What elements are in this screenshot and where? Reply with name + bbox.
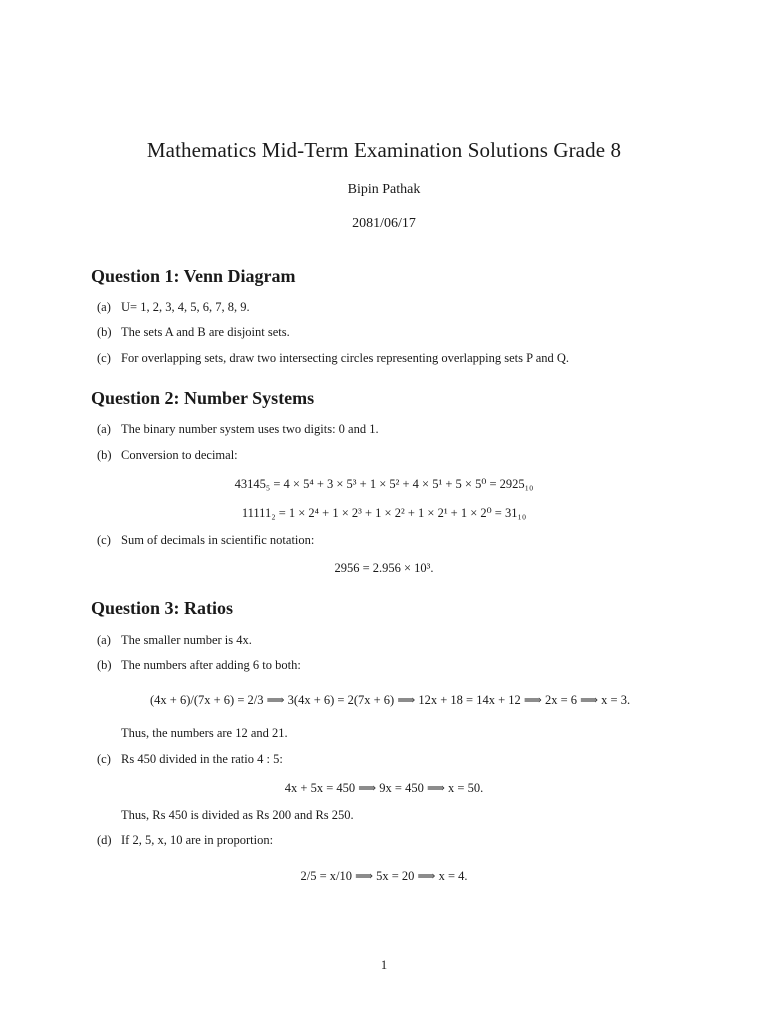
q1-b-label: (b) (97, 325, 112, 339)
q2-equation-base5: 43145₅ = 4 × 5⁴ + 3 × 5³ + 1 × 5² + 4 × 5¹ + 5 × 5⁰ = 2925₁₀ (234, 477, 534, 491)
q2-heading: Question 2: Number Systems (91, 388, 315, 408)
q1-item-c (97, 351, 569, 366)
q2-c-label: (c) (97, 533, 111, 547)
q1-a-label: (a) (97, 300, 111, 314)
q3-b-label: (b) (97, 658, 112, 672)
q3-c-label: (c) (97, 752, 111, 766)
q3-a-text: The smaller number is 4x. (121, 633, 252, 647)
q1-c-label: (c) (97, 351, 111, 365)
page-number: 1 (380, 958, 388, 972)
q3-item-d (97, 833, 273, 848)
q1-a-text: U= 1, 2, 3, 4, 5, 6, 7, 8, 9. (121, 300, 250, 314)
q3-heading: Question 3: Ratios (91, 598, 234, 618)
q2-b-text: Conversion to decimal: (121, 448, 238, 462)
q1-b-text: The sets A and B are disjoint sets. (121, 325, 290, 339)
q1-heading: Question 1: Venn Diagram (91, 266, 296, 286)
q3-c-result: Thus, Rs 450 is divided as Rs 200 and Rs 250. (121, 808, 354, 822)
q3-equation-b: (4x + 6)/(7x + 6) = 2/3 ⟹ 3(4x + 6) = 2(7x + 6) ⟹ 12x + 18 = 14x + 12 ⟹ 2x = 6 ⟹ x = 3. (150, 693, 631, 707)
q3-item-a (97, 633, 252, 648)
q3-equation-c: 4x + 5x = 450 ⟹ 9x = 450 ⟹ x = 50. (284, 781, 484, 795)
document-author: Bipin Pathak (347, 182, 421, 197)
document-title: Mathematics Mid-Term Examination Solutions Grade 8 (146, 138, 622, 162)
q2-item-c (97, 533, 314, 548)
q3-item-b (97, 658, 301, 673)
q2-item-a (97, 422, 379, 437)
q2-a-text: The binary number system uses two digits: 0 and 1. (121, 422, 379, 436)
q1-item-b (97, 325, 290, 340)
q2-equation-scientific: 2956 = 2.956 × 10³. (334, 561, 434, 575)
q3-d-label: (d) (97, 833, 112, 847)
q2-a-label: (a) (97, 422, 111, 436)
q2-c-text: Sum of decimals in scientific notation: (121, 533, 315, 547)
q2-item-b (97, 448, 238, 463)
document-date: 2081/06/17 (352, 216, 416, 231)
q3-c-text: Rs 450 divided in the ratio 4 : 5: (121, 752, 283, 766)
q3-a-label: (a) (97, 633, 111, 647)
q3-item-c (97, 752, 283, 767)
q3-d-text: If 2, 5, x, 10 are in proportion: (121, 833, 274, 847)
q2-equation-base2: 11111₂ = 1 × 2⁴ + 1 × 2³ + 1 × 2² + 1 × 2¹ + 1 × 2⁰ = 31₁₀ (241, 506, 527, 520)
q1-c-text: For overlapping sets, draw two intersecting circles representing overlapping sets P and Q. (121, 351, 570, 365)
q3-b-result: Thus, the numbers are 12 and 21. (121, 726, 288, 740)
q1-item-a (97, 300, 250, 315)
q2-b-label: (b) (97, 448, 112, 462)
q3-equation-d: 2/5 = x/10 ⟹ 5x = 20 ⟹ x = 4. (300, 869, 468, 883)
q3-b-text: The numbers after adding 6 to both: (121, 658, 301, 672)
